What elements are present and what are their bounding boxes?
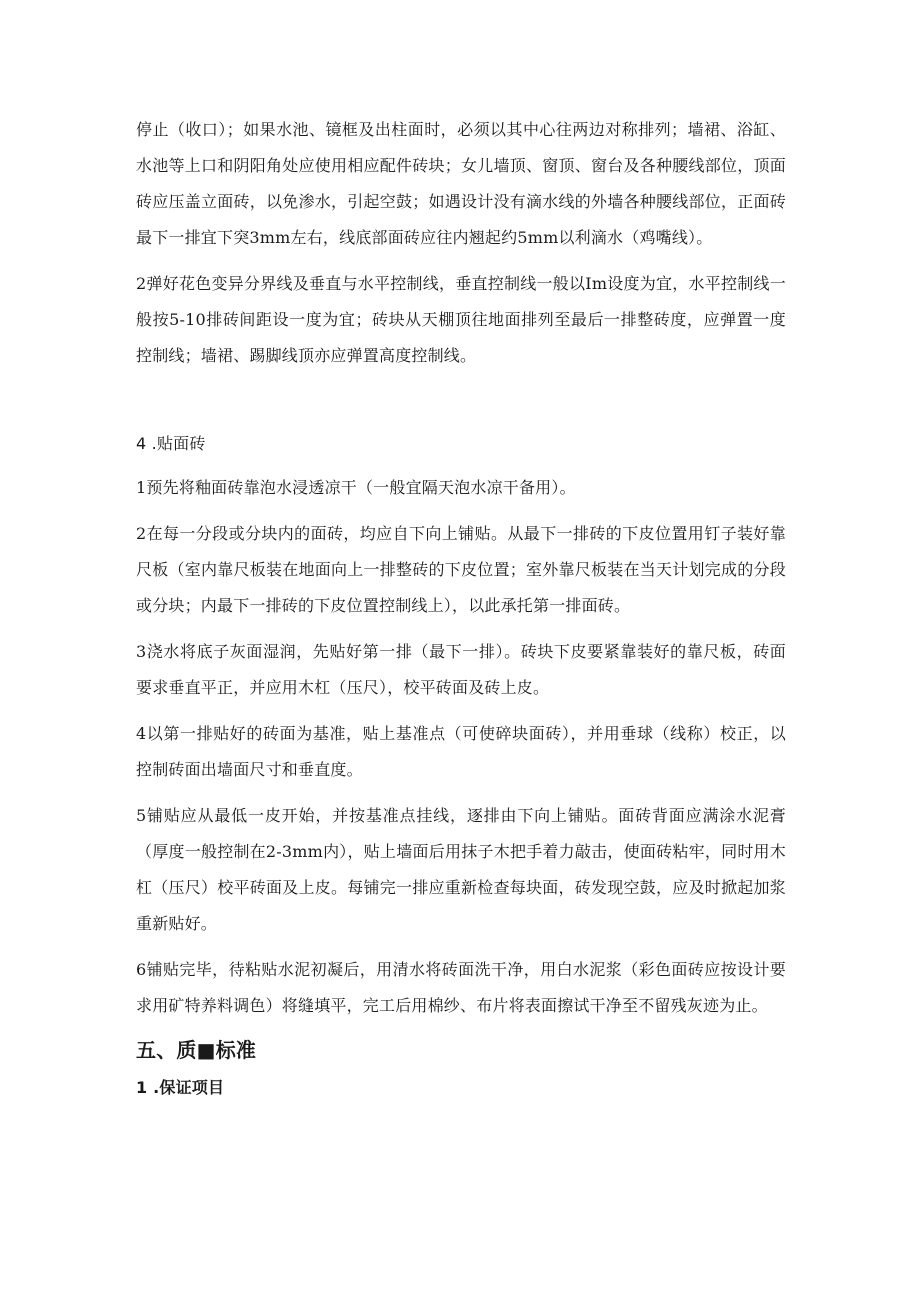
step-6: 6铺贴完毕，待粘贴水泥初凝后，用清水将砖面洗干净，用白水泥浆（彩色面砖应按设计要求用矿特养料调色）将缝填平，完工后用棉纱、布片将表面擦试干净至不留残灰迹为止。: [136, 960, 786, 1015]
document-body: [136, 112, 786, 1104]
item-heading-tiling: 4 .贴面砖: [136, 434, 206, 453]
step-2: 2在每一分段或分块内的面砖，均应自下向上铺贴。从最下一排砖的下皮位置用钉子装好靠尺板（室内靠尺板装在地面向上一排整砖的下皮位置；室外靠尺板装在当天计划完成的分段或分块；内最下一排砖的下皮位置控制线上），以此承托第一排面砖。: [136, 524, 786, 615]
section-heading-quality-standards: 五、质■标准: [136, 1038, 257, 1062]
paragraph-control-lines: 2弹好花色变异分界线及垂直与水平控制线，垂直控制线一般以Im设度为宜，水平控制线一般按5-10排砖间距设一度为宜；砖块从天棚顶往地面排列至最后一排整砖度，应弹置一度控制线；墙裙、踢脚线顶亦应弹置高度控制线。: [136, 274, 786, 365]
step-1: 1预先将釉面砖靠泡水浸透凉干（一般宜隔天泡水凉干备用）。: [136, 478, 576, 497]
sub-heading-guarantee-items: 1 .保证项目: [136, 1078, 225, 1097]
step-4: 4以第一排贴好的砖面为基准，贴上基准点（可使碎块面砖），并用垂球（线称）校正，以控制砖面出墙面尺寸和垂直度。: [136, 724, 786, 779]
step-3: 3浇水将底子灰面湿润，先贴好第一排（最下一排）。砖块下皮要紧靠装好的靠尺板，砖面要求垂直平正，并应用木杠（压尺），校平砖面及砖上皮。: [136, 642, 786, 697]
paragraph-closing-rules: 停止（收口）；如果水池、镜框及出柱面时，必须以其中心往两边对称排列；墙裙、浴缸、水池等上口和阴阳角处应使用相应配件砖块；女儿墙顶、窗顶、窗台及各种腰线部位，顶面砖应压盖立面砖，以免渗水，引起空鼓；如遇设计没有滴水线的外墙各种腰线部位，正面砖最下一排宜下突3mm左右，线底部面砖应往内翘起约5mm以利滴水（鸡嘴线）。: [136, 120, 786, 247]
step-5: 5铺贴应从最低一皮开始，并按基准点挂线，逐排由下向上铺贴。面砖背面应满涂水泥膏（厚度一般控制在2-3mm内），贴上墙面后用抹子木把手着力敲击，使面砖粘牢，同时用木杠（压尺）校平砖面及上皮。每铺完一排应重新检查每块面，砖发现空鼓，应及时掀起加浆重新贴好。: [136, 806, 786, 933]
